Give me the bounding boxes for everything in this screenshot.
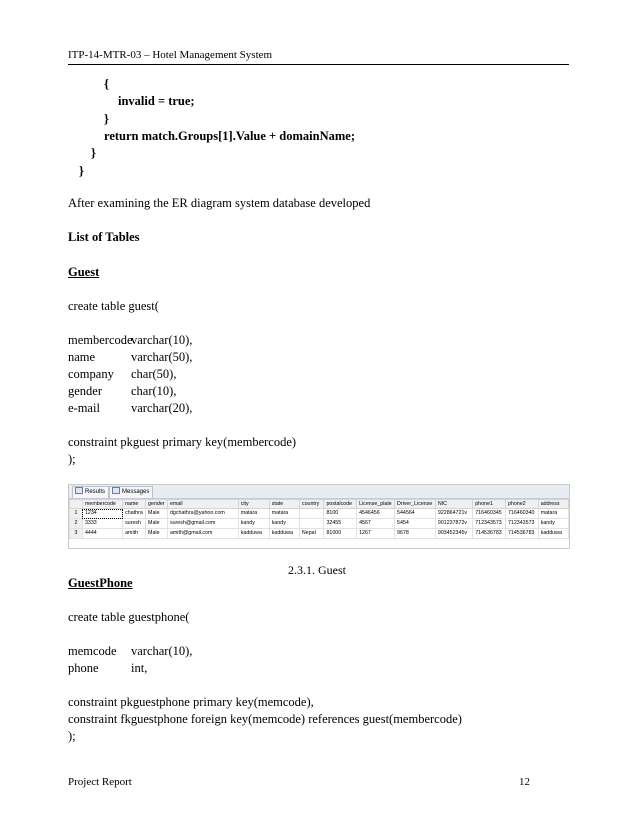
column-type: varchar(50),: [131, 350, 193, 364]
results-header-row: [70, 500, 569, 509]
code-line: return match.Groups[1].Value + domainName;: [104, 129, 355, 143]
tab-results[interactable]: Results: [72, 486, 109, 498]
table-cell[interactable]: 714536783: [473, 529, 506, 539]
column-header[interactable]: address: [538, 500, 568, 509]
table-cell[interactable]: 4567: [357, 519, 395, 529]
table-cell[interactable]: kadduwa: [269, 529, 299, 539]
column-type: char(10),: [131, 384, 177, 398]
row-number-header: [70, 500, 83, 509]
table-cell[interactable]: Male: [146, 509, 168, 519]
column-header[interactable]: city: [238, 500, 269, 509]
table-row[interactable]: [70, 529, 569, 539]
table-cell[interactable]: kandy: [269, 519, 299, 529]
table-cell[interactable]: 714536783: [505, 529, 538, 539]
list-of-tables-heading: List of Tables: [68, 230, 140, 244]
guest-create-statement: create table guest(: [68, 299, 159, 313]
column-name: membercode: [68, 333, 133, 347]
table-cell[interactable]: kadduwa: [238, 529, 269, 539]
table-cell[interactable]: amith: [123, 529, 146, 539]
table-cell[interactable]: [299, 509, 324, 519]
table-cell[interactable]: 81000: [324, 529, 357, 539]
footer-label: Project Report: [68, 776, 132, 788]
code-line: invalid = true;: [118, 94, 195, 108]
table-cell[interactable]: 5454: [395, 519, 436, 529]
column-header[interactable]: phone1: [473, 500, 506, 509]
table-cell[interactable]: chathra: [123, 509, 146, 519]
table-cell[interactable]: Male: [146, 519, 168, 529]
table-cell[interactable]: dgchathra@yahoo.com: [167, 509, 238, 519]
table-cell[interactable]: kandy: [538, 519, 568, 529]
column-name: gender: [68, 384, 103, 398]
grid-icon: [75, 487, 83, 494]
page-header-title: ITP-14-MTR-03 – Hotel Management System: [68, 49, 273, 61]
table-cell[interactable]: 716460340: [505, 509, 538, 519]
column-type: varchar(20),: [131, 401, 193, 415]
code-line: }: [91, 146, 96, 160]
results-tabbar: [69, 485, 569, 499]
table-cell[interactable]: 4444: [82, 529, 122, 539]
table-cell[interactable]: matara: [238, 509, 269, 519]
table-cell[interactable]: 901237872v: [435, 519, 472, 529]
table-row[interactable]: [70, 509, 569, 519]
table-cell[interactable]: kandy: [238, 519, 269, 529]
table-cell[interactable]: 32455: [324, 519, 357, 529]
table-cell[interactable]: 1234: [82, 509, 122, 519]
column-name: phone: [68, 661, 99, 675]
guestphone-heading: GuestPhone: [68, 576, 133, 590]
guestphone-close: );: [68, 729, 76, 743]
column-header[interactable]: gender: [146, 500, 168, 509]
guestphone-create-statement: create table guestphone(: [68, 610, 190, 624]
column-type: int,: [131, 661, 148, 675]
column-name: memcode: [68, 644, 117, 658]
table-cell[interactable]: 716460345: [473, 509, 506, 519]
column-header[interactable]: state: [269, 500, 299, 509]
table-cell[interactable]: Nepal: [299, 529, 324, 539]
row-number: 2: [70, 519, 83, 529]
column-header[interactable]: Driver_License: [395, 500, 436, 509]
table-cell[interactable]: 712343573: [473, 519, 506, 529]
code-line: }: [79, 164, 84, 178]
table-cell[interactable]: amith@gmail.com: [167, 529, 238, 539]
page-number: 12: [519, 776, 530, 788]
table-cell[interactable]: 903452345v: [435, 529, 472, 539]
column-header[interactable]: phone2: [505, 500, 538, 509]
table-cell[interactable]: [299, 519, 324, 529]
guestphone-pk-constraint: constraint pkguestphone primary key(memcode),: [68, 695, 314, 709]
column-header[interactable]: country: [299, 500, 324, 509]
column-header[interactable]: email: [167, 500, 238, 509]
table-cell[interactable]: 3333: [82, 519, 122, 529]
tab-messages[interactable]: Messages: [109, 486, 153, 498]
figure-caption: 2.3.1. Guest: [288, 563, 346, 577]
row-number: 3: [70, 529, 83, 539]
column-header[interactable]: name: [123, 500, 146, 509]
table-cell[interactable]: 712343573: [505, 519, 538, 529]
table-cell[interactable]: 1267: [357, 529, 395, 539]
table-cell[interactable]: Male: [146, 529, 168, 539]
results-table: [69, 499, 569, 539]
guest-heading: Guest: [68, 265, 100, 279]
table-cell[interactable]: 4546456: [357, 509, 395, 519]
guest-close: );: [68, 452, 76, 466]
guest-constraint: constraint pkguest primary key(membercode): [68, 435, 297, 449]
column-type: char(50),: [131, 367, 177, 381]
column-header[interactable]: postalcode: [324, 500, 357, 509]
column-type: varchar(10),: [131, 333, 193, 347]
table-cell[interactable]: 9678: [395, 529, 436, 539]
table-cell[interactable]: kadduwa: [538, 529, 568, 539]
table-row[interactable]: [70, 519, 569, 529]
table-cell[interactable]: suresh: [123, 519, 146, 529]
table-cell[interactable]: 922864721v: [435, 509, 472, 519]
column-header[interactable]: NIC: [435, 500, 472, 509]
row-number: 1: [70, 509, 83, 519]
code-line: {: [104, 77, 109, 91]
table-cell[interactable]: suresh@gmail.com: [167, 519, 238, 529]
query-results-screenshot: [68, 484, 570, 549]
table-cell[interactable]: matara: [538, 509, 568, 519]
intro-paragraph: After examining the ER diagram system database developed: [68, 196, 371, 210]
column-name: e-mail: [68, 401, 100, 415]
guestphone-fk-constraint: constraint fkguestphone foreign key(memcode) references guest(membercode): [68, 712, 462, 726]
column-name: company: [68, 367, 114, 381]
code-line: }: [104, 112, 109, 126]
column-header[interactable]: License_plate: [357, 500, 395, 509]
messages-icon: [112, 487, 120, 494]
header-rule: [68, 64, 569, 65]
column-header[interactable]: membercode: [82, 500, 122, 509]
table-cell[interactable]: matara: [269, 509, 299, 519]
table-cell[interactable]: 8100: [324, 509, 357, 519]
column-name: name: [68, 350, 96, 364]
column-type: varchar(10),: [131, 644, 193, 658]
table-cell[interactable]: 544564: [395, 509, 436, 519]
